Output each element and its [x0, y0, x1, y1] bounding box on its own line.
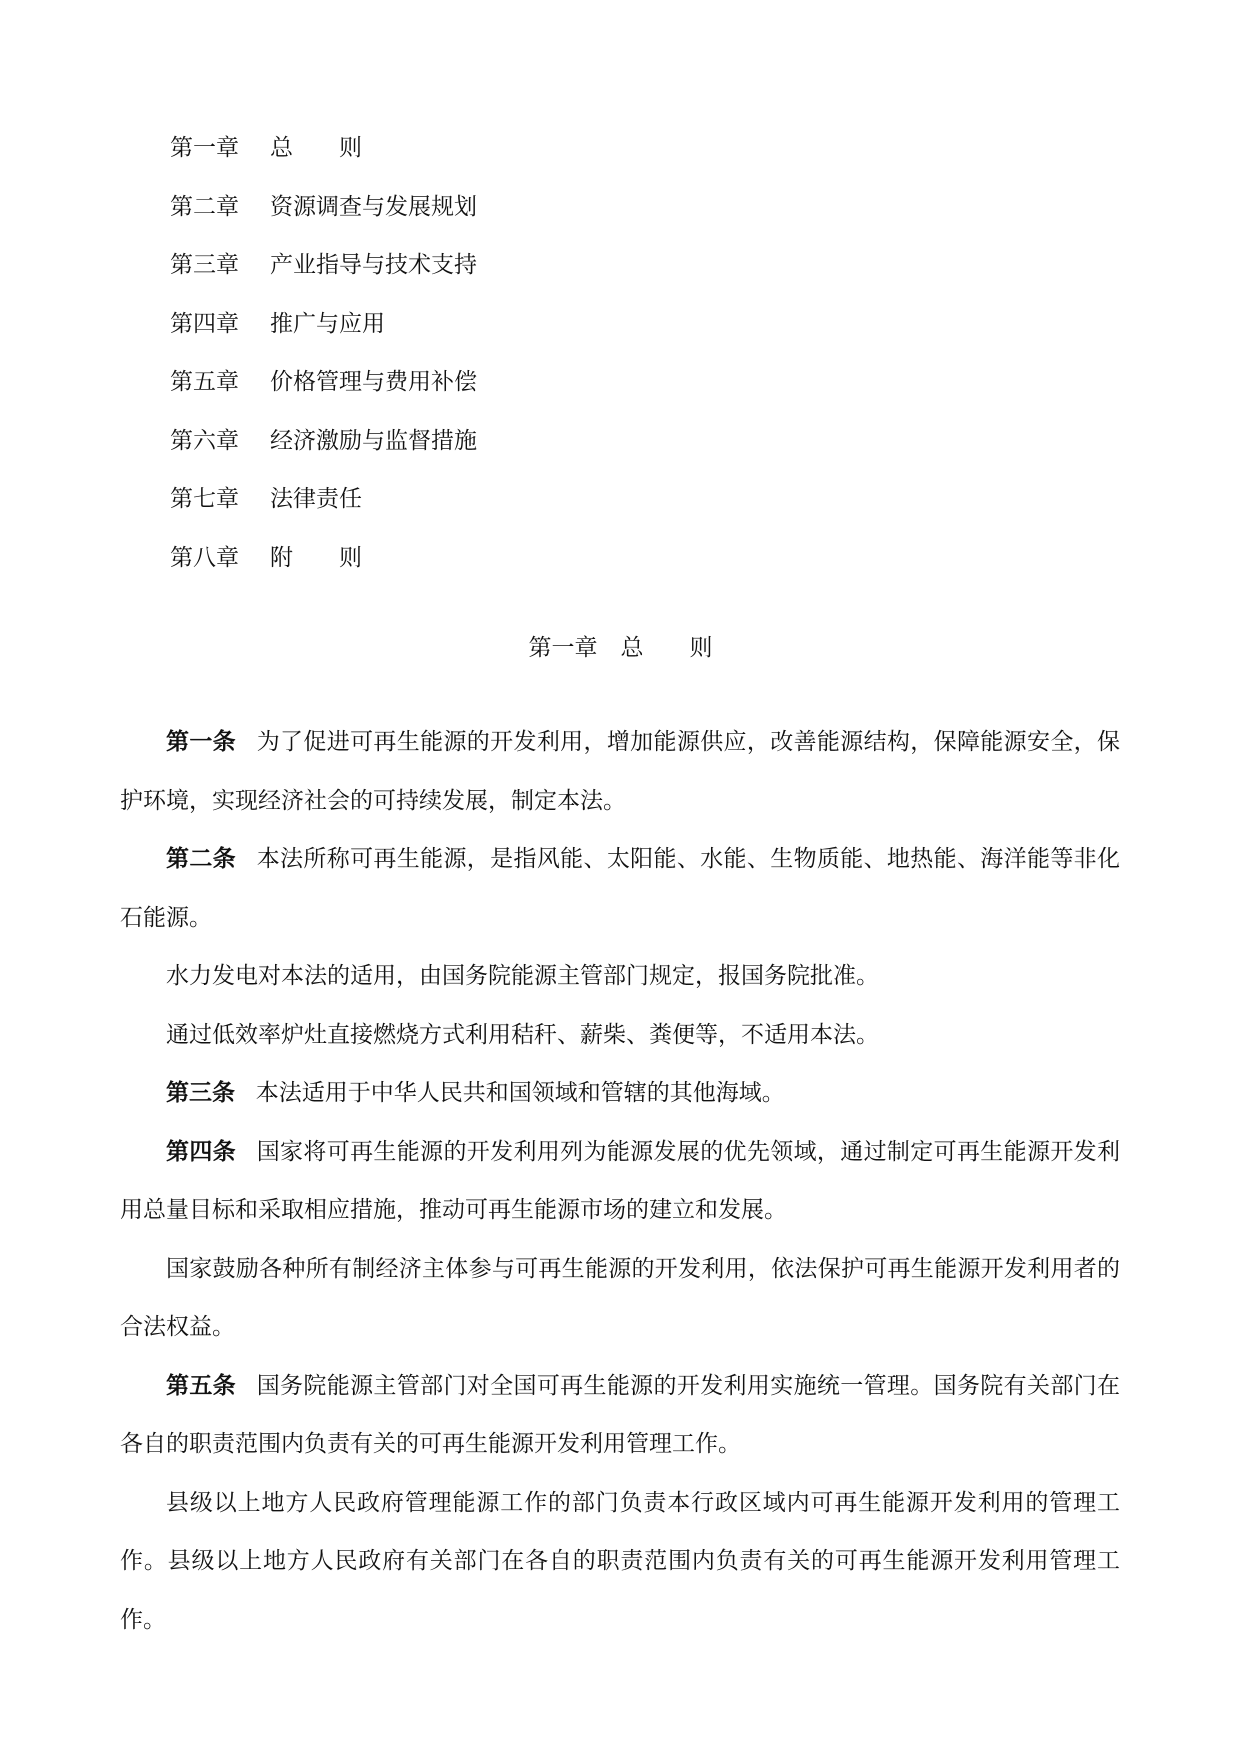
toc-chapter-number: 第三章	[170, 252, 239, 278]
toc-chapter-number: 第二章	[170, 193, 239, 220]
chapter-body	[120, 713, 1120, 1649]
article-number: 第一条	[166, 728, 237, 755]
article-paragraph	[120, 1006, 1120, 1065]
toc-item	[170, 128, 477, 187]
article-paragraph	[120, 1474, 1120, 1650]
toc-chapter-number: 第八章	[170, 544, 239, 571]
article-text: 水力发电对本法的适用，由国务院能源主管部门规定，报国务院批准。	[166, 963, 879, 989]
article-text: 国务院能源主管部门对全国可再生能源的开发利用实施统一管理。国务院有关部门在各自的职责范围内负责有关的可再生能源开发利用管理工作。	[120, 1372, 1121, 1457]
article-paragraph	[120, 1357, 1120, 1474]
toc-chapter-number: 第四章	[170, 310, 239, 337]
article-text: 国家将可再生能源的开发利用列为能源发展的优先领域，通过制定可再生能源开发利用总量目标和采取相应措施，推动可再生能源市场的建立和发展。	[120, 1138, 1121, 1223]
toc-chapter-number: 第五章	[170, 369, 239, 395]
article-text: 通过低效率炉灶直接燃烧方式利用秸秆、薪柴、粪便等，不适用本法。	[166, 1021, 879, 1048]
toc-item	[170, 421, 477, 480]
article-text: 国家鼓励各种所有制经济主体参与可再生能源的开发利用，依法保护可再生能源开发利用者的合法权益。	[120, 1255, 1120, 1340]
article-paragraph	[120, 830, 1120, 947]
toc-chapter-title: 推广与应用	[270, 310, 385, 337]
toc-item	[170, 245, 477, 304]
article-number: 第二条	[166, 845, 237, 872]
table-of-contents	[170, 128, 477, 596]
toc-chapter-title: 总 则	[270, 135, 362, 161]
article-paragraph	[120, 1240, 1120, 1357]
toc-item	[170, 479, 477, 538]
article-number: 第五条	[166, 1371, 237, 1399]
toc-chapter-number: 第一章	[170, 135, 239, 161]
article-paragraph	[120, 947, 1120, 1006]
toc-chapter-number: 第六章	[170, 427, 239, 454]
toc-item	[170, 187, 477, 246]
toc-chapter-title: 资源调查与发展规划	[270, 193, 477, 220]
toc-chapter-title: 附 则	[270, 544, 362, 571]
toc-item	[170, 538, 477, 597]
article-paragraph	[120, 1064, 1120, 1123]
chapter-heading: 第一章 总 则	[528, 635, 713, 661]
article-number: 第三条	[166, 1079, 235, 1106]
toc-item	[170, 304, 477, 363]
article-text: 本法所称可再生能源，是指风能、太阳能、水能、生物质能、地热能、海洋能等非化石能源。	[120, 846, 1121, 931]
article-text: 本法适用于中华人民共和国领域和管辖的其他海域。	[255, 1080, 785, 1106]
article-paragraph	[120, 1123, 1120, 1240]
article-text: 县级以上地方人民政府管理能源工作的部门负责本行政区域内可再生能源开发利用的管理工作。县级以上地方人民政府有关部门在各自的职责范围内负责有关的可再生能源开发利用管理工作。	[120, 1489, 1120, 1633]
toc-chapter-title: 法律责任	[270, 486, 362, 512]
article-paragraph	[120, 713, 1120, 830]
article-text: 为了促进可再生能源的开发利用，增加能源供应，改善能源结构，保障能源安全，保护环境，实现经济社会的可持续发展，制定本法。	[120, 729, 1121, 814]
article-number: 第四条	[166, 1137, 237, 1165]
toc-chapter-title: 产业指导与技术支持	[270, 252, 477, 278]
toc-chapter-title: 经济激励与监督措施	[270, 427, 477, 454]
toc-item	[170, 362, 477, 421]
toc-chapter-number: 第七章	[170, 486, 239, 512]
toc-chapter-title: 价格管理与费用补偿	[270, 369, 477, 395]
